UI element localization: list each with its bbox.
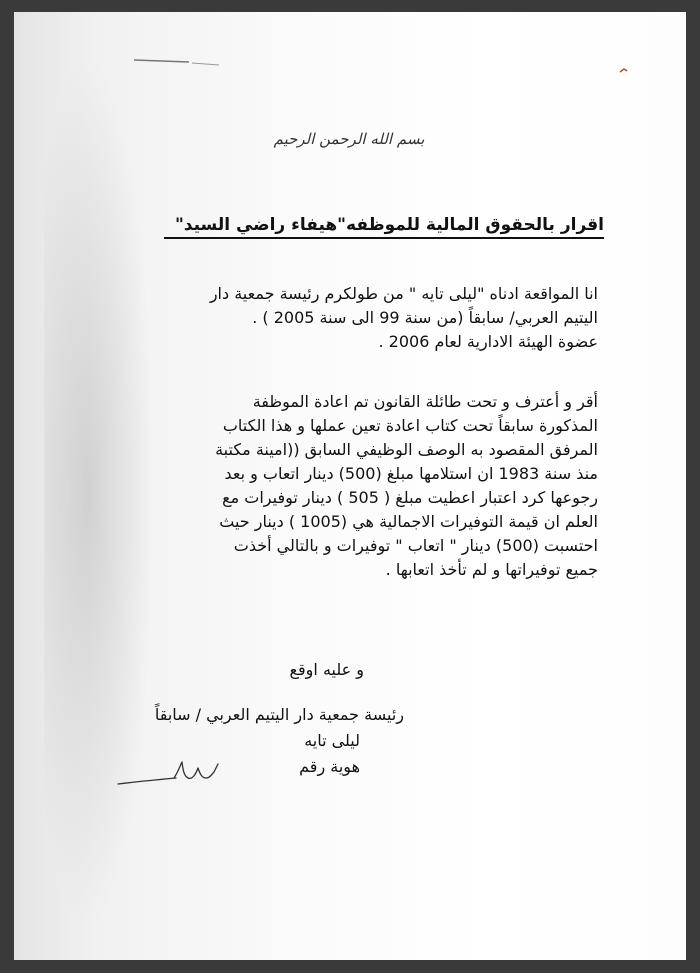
- paragraph-line: جميع توفيراتها و لم تأخذ اتعابها .: [385, 560, 598, 579]
- signatory-name: ليلى تايه: [304, 731, 360, 750]
- document-title: اقرار بالحقوق المالية للموظفه"هيفاء راضي السيد": [164, 215, 604, 239]
- paragraph-line: رجوعها كرد اعتبار اعطيت مبلغ ( 505 ) دينار توفيرات مع: [222, 488, 598, 507]
- paragraph-declarant: [78, 282, 598, 354]
- paragraph-line: العلم ان قيمة التوفيرات الاجمالية هي (1005 ) دينار حيث: [219, 512, 598, 531]
- signatory-id-label: هوية رقم: [299, 757, 360, 776]
- scan-marks: [14, 12, 686, 132]
- handwritten-signature: [114, 754, 224, 794]
- paragraph-line: المذكورة سابقاً تحت كتاب اعادة تعين عملها و هذا الكتاب: [222, 416, 598, 435]
- document-page: [14, 12, 686, 960]
- paragraph-line: احتسبت (500) دينار " اتعاب " توفيرات و بالتالي أخذت: [233, 536, 598, 555]
- paragraph-line: منذ سنة 1983 ان استلامها مبلغ (500) دينار اتعاب و بعد: [224, 464, 598, 483]
- paragraph-line: انا المواقعة ادناه "ليلى تايه " من طولكرم رئيسة جمعية دار: [209, 284, 598, 303]
- paragraph-line: عضوة الهيئة الادارية لعام 2006 .: [378, 332, 598, 351]
- closing-statement: و عليه اوقع: [289, 660, 364, 679]
- paragraph-line: المرفق المقصود به الوصف الوظيفي السابق ((امينة مكتبة: [215, 440, 598, 459]
- paragraph-line: أقر و أعترف و تحت طائلة القانون تم اعادة الموظفة: [252, 392, 598, 411]
- basmala-heading: بسم الله الرحمن الرحيم: [273, 130, 425, 148]
- paragraph-line: اليتيم العربي/ سابقاً (من سنة 99 الى سنة 2005 ) .: [252, 308, 598, 327]
- signatory-role: رئيسة جمعية دار اليتيم العربي / سابقاً: [154, 705, 404, 724]
- paragraph-acknowledgement: [78, 390, 598, 582]
